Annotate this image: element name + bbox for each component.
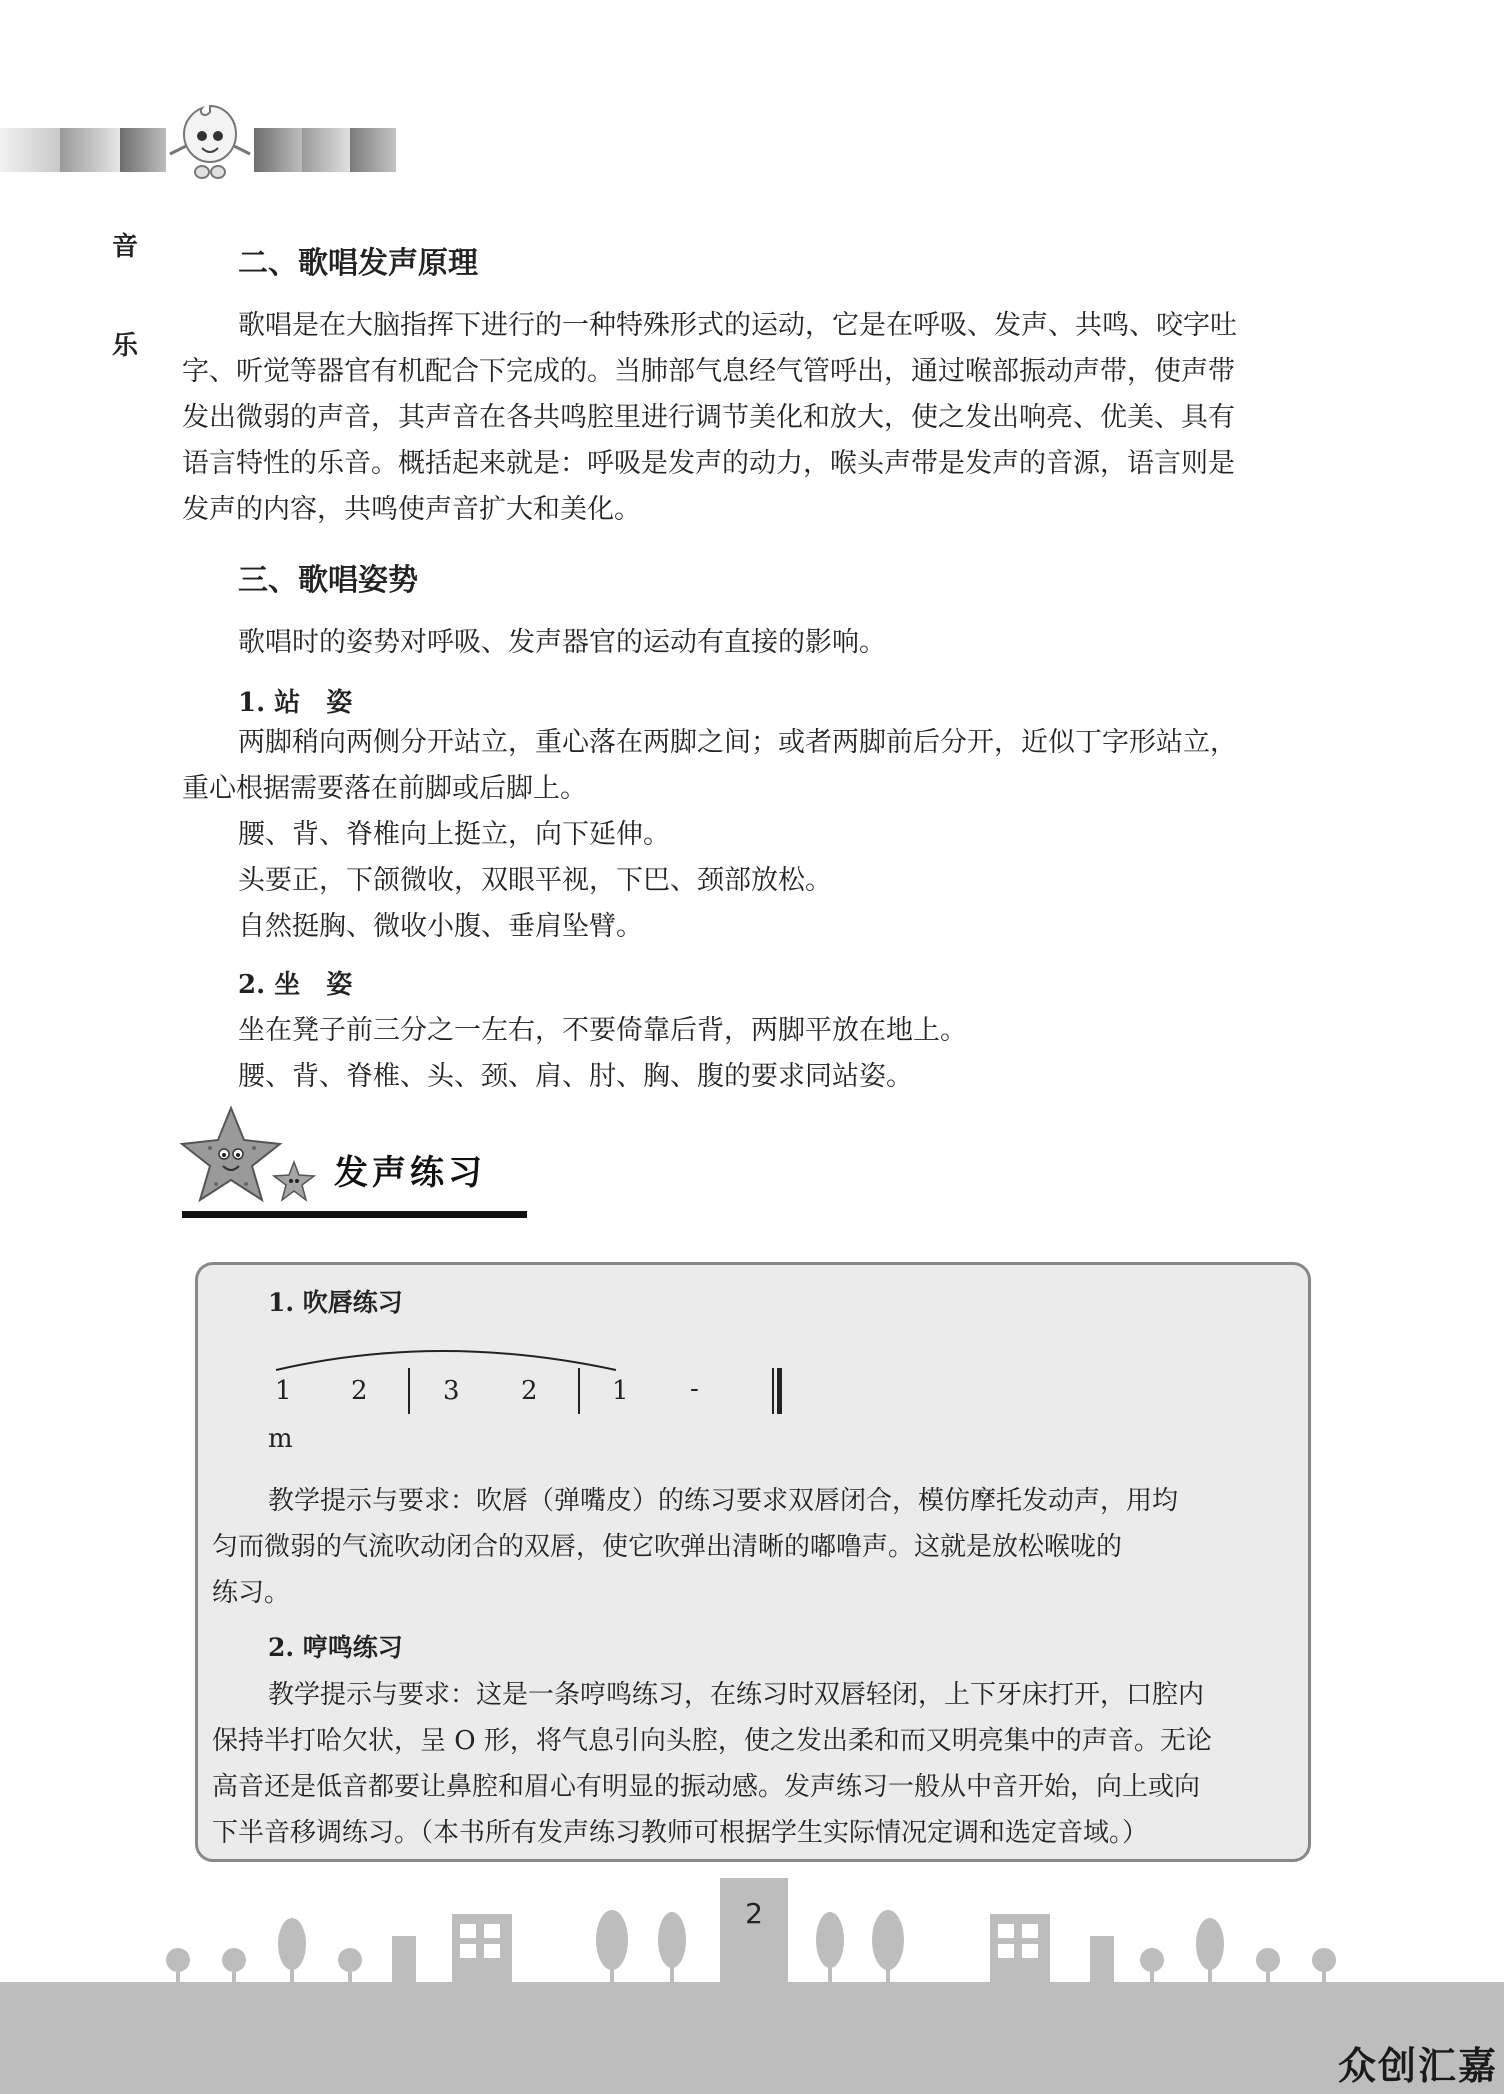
exercise2-title: 2. 哼鸣练习 <box>268 1633 403 1662</box>
final-barline <box>772 1368 774 1414</box>
text-line: 练习。 <box>212 1578 291 1608</box>
text-line: 教学提示与要求：这是一条哼鸣练习，在练习时双唇轻闭，上下牙床打开，口腔内 <box>268 1680 1205 1710</box>
text-line: 自然挺胸、微收小腹、垂肩坠臂。 <box>238 911 643 942</box>
text-line: 字、听觉等器官有机配合下完成的。当肺部气息经气管呼出，通过喉部振动声带，使声带 <box>182 356 1235 387</box>
text-line: 腰、背、脊椎、头、颈、肩、肘、胸、腹的要求同站姿。 <box>238 1061 913 1092</box>
note: 2 <box>351 1376 368 1406</box>
banner-underline <box>182 1211 527 1218</box>
exercise1-tip <box>212 1478 1302 1616</box>
subheading-standing: 1. 站 姿 <box>238 688 353 718</box>
text-line: 高音还是低音都要让鼻腔和眉心有明显的振动感。发声练习一般从中音开始，向上或向 <box>212 1772 1201 1802</box>
section-heading: 二、歌唱发声原理 <box>238 246 478 281</box>
subheading-sitting: 2. 坐 姿 <box>238 970 353 1000</box>
slur-icon <box>270 1344 620 1374</box>
text-line: 匀而微弱的气流吹动闭合的双唇，使它吹弹出清晰的嘟噜声。这就是放松喉咙的 <box>212 1532 1123 1562</box>
watermark: 众创汇嘉 <box>1337 2044 1498 2088</box>
text-line: 保持半打哈欠状，呈 O 形，将气息引向头腔，使之发出柔和而又明亮集中的声音。无论 <box>212 1726 1212 1756</box>
side-label-char: 音 <box>112 232 139 262</box>
text-line: 教学提示与要求：吹唇（弹嘴皮）的练习要求双唇闭合，模仿摩托发动声，用均 <box>268 1486 1179 1516</box>
text-line: 腰、背、脊椎向上挺立，向下延伸。 <box>238 819 670 850</box>
text-line: 两脚稍向两侧分开站立，重心落在两脚之间；或者两脚前后分开，近似丁字形站立， <box>238 727 1237 758</box>
sitting-paragraph <box>182 1008 1322 1100</box>
text-line: 歌唱是在大脑指挥下进行的一种特殊形式的运动，它是在呼吸、发声、共鸣、咬字吐 <box>238 310 1237 341</box>
note: 1 <box>275 1376 292 1406</box>
text-line: 头要正，下颌微收，双眼平视，下巴、颈部放松。 <box>238 865 832 896</box>
exercise2-tip <box>212 1672 1302 1856</box>
note: 1 <box>612 1376 629 1406</box>
section3-intro: 歌唱时的姿势对呼吸、发声器官的运动有直接的影响。 <box>238 627 886 658</box>
text-line: 发声的内容，共鸣使声音扩大和美化。 <box>182 494 641 525</box>
banner-title: 发声练习 <box>334 1153 486 1193</box>
standing-paragraph <box>182 720 1322 950</box>
final-barline-thick <box>777 1368 782 1414</box>
syllable: m <box>268 1424 293 1454</box>
section2-paragraph <box>182 303 1322 533</box>
mascot-icon <box>162 100 258 184</box>
starfish-small-icon <box>272 1160 316 1202</box>
text-line: 语言特性的乐音。概括起来就是：呼吸是发声的动力，喉头声带是发声的音源，语言则是 <box>182 448 1235 479</box>
starfish-icon <box>176 1104 286 1204</box>
barline <box>408 1368 410 1414</box>
text-line: 重心根据需要落在前脚或后脚上。 <box>182 773 587 804</box>
side-label-char: 乐 <box>112 331 139 361</box>
note: 2 <box>521 1376 538 1406</box>
note: 3 <box>443 1376 460 1406</box>
barline <box>578 1368 580 1414</box>
footer-ground <box>0 1982 1504 2094</box>
text-line: 坐在凳子前三分之一左右，不要倚靠后背，两脚平放在地上。 <box>238 1015 967 1046</box>
text-line: 发出微弱的声音，其声音在各共鸣腔里进行调节美化和放大，使之发出响亮、优美、具有 <box>182 402 1235 433</box>
text-line: 下半音移调练习。（本书所有发声练习教师可根据学生实际情况定调和选定音域。） <box>212 1818 1149 1848</box>
exercise1-title: 1. 吹唇练习 <box>268 1288 403 1317</box>
note-hold: - <box>690 1374 699 1404</box>
page-number: 2 <box>720 1878 788 1988</box>
section-heading: 三、歌唱姿势 <box>238 563 418 598</box>
